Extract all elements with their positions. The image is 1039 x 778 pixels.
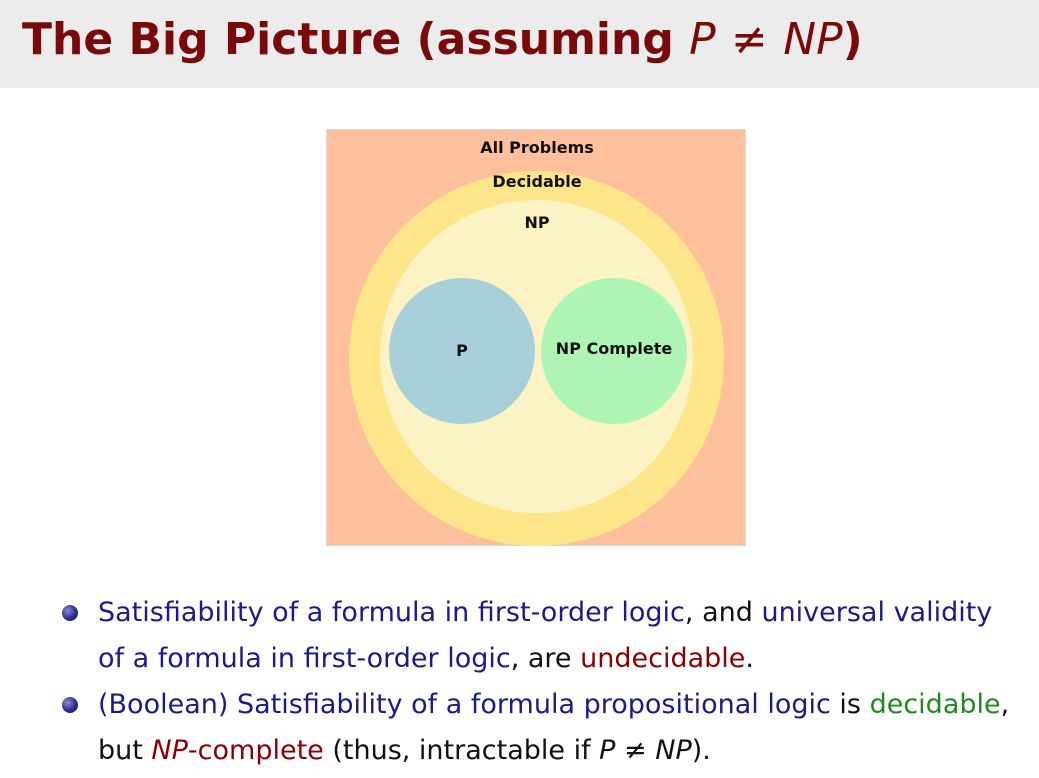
bullet-2-seg-3: , but (98, 689, 1010, 766)
bullet-2-seg-10: ). (691, 735, 711, 766)
bullet-2-seg-6: (thus, intractable if (323, 735, 600, 766)
bullet-1-seg-0: Satisfiability of a formula in first-order logic (98, 597, 685, 628)
bullet-2-seg-8: ≠ (615, 735, 656, 766)
bullet-icon (62, 697, 78, 713)
bullet-2-seg-0: (Boolean) Satisfiability of a formula propositional logic (98, 689, 831, 720)
bullet-2-seg-1: is (830, 689, 870, 720)
title-suffix: ) (842, 14, 863, 65)
bullet-1-seg-1: , and (684, 597, 762, 628)
bullet-1-seg-2: universal validity of a formula in first-order logic (98, 597, 993, 674)
bullet-2-seg-2: decidable (869, 689, 1001, 720)
title-prefix: The Big Picture (assuming (22, 14, 690, 65)
bullet-item (60, 590, 1020, 682)
title-bar (0, 0, 1039, 88)
p-label: P (456, 341, 468, 360)
bullet-icon (62, 605, 78, 621)
all-problems-label: All Problems (480, 138, 594, 157)
title-math-neq: ≠ (731, 14, 768, 65)
slide-title (22, 14, 863, 65)
title-math-p: P (689, 14, 716, 65)
bullet-2-seg-4: NP (151, 735, 188, 766)
bullet-2-seg-5: -complete (187, 735, 324, 766)
bullet-2-seg-7: P (599, 735, 616, 766)
bullet-1-seg-5: . (745, 643, 754, 674)
bullet-2-seg-9: NP (655, 735, 692, 766)
bullet-1-seg-4: undecidable (580, 643, 746, 674)
bullet-1-seg-3: , are (510, 643, 581, 674)
np-label: NP (524, 213, 550, 232)
title-math-np: NP (783, 14, 843, 65)
bullet-list (60, 590, 1020, 774)
bullet-item (60, 682, 1020, 774)
np-complete-label: NP Complete (555, 339, 673, 358)
complexity-venn-diagram (326, 129, 746, 546)
decidable-label: Decidable (492, 172, 582, 191)
